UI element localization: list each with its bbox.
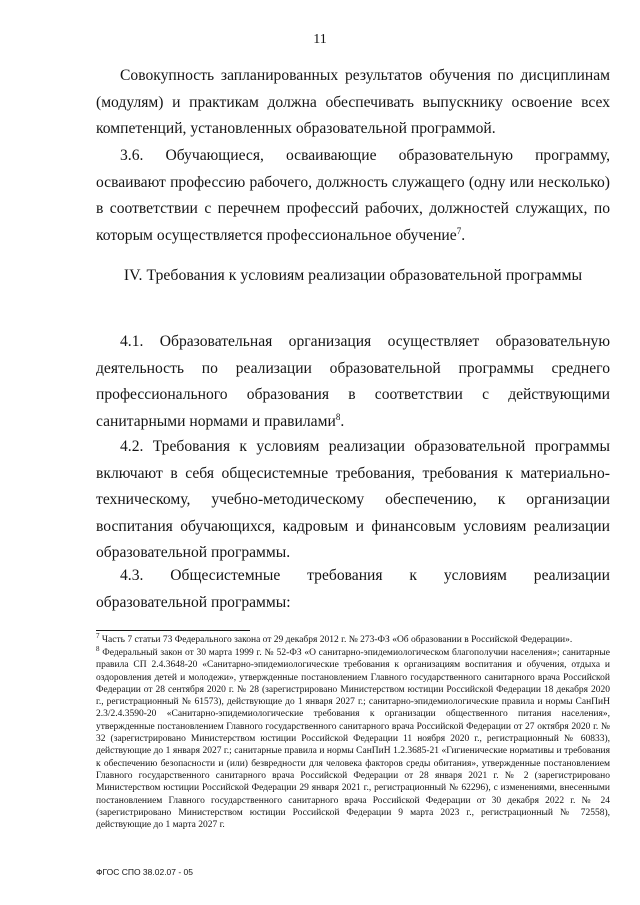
paragraph-4-1: [96, 329, 610, 435]
footnote-ref-8[interactable]: 8: [335, 411, 341, 422]
paragraph-3-6: [96, 143, 610, 249]
paragraph-competencies: [96, 63, 610, 143]
paragraph-text: Совокупность запланированных результатов обучения по дисциплинам (модулям) и практикам должна обеспечивать выпускнику освоение всех компетенций, установленных образовательной программой.: [96, 67, 610, 138]
page-number: 11: [313, 32, 327, 47]
footnote-ref-7[interactable]: 7: [456, 225, 462, 236]
paragraph-end: .: [461, 226, 466, 244]
footnote-8: [96, 644, 611, 831]
footnote-7: [96, 631, 610, 646]
paragraph-end: .: [340, 412, 345, 430]
paragraph-text: 4.2. Требования к условиям реализации образовательной программы включают в себя общесистемные требования, требования к материально-техническому, учебно-методическому обеспечению, к организации воспитания обучающихся, кадровым и финансовым условиям реализации образовательной программы.: [96, 438, 610, 562]
document-code: ФГОС СПО 38.02.07 - 05: [96, 867, 194, 877]
paragraph-text: 4.3. Общесистемные требования к условиям реализации образовательной программы:: [96, 567, 610, 611]
footnote-number: 7: [96, 631, 100, 640]
paragraph-text: 3.6. Обучающиеся, осваивающие образовательную программу, осваивают профессию рабочего, должность служащего (одну или несколько) в соответствии с перечнем профессий рабочих, должностей служащих, по которым осуществляется профессиональное обучение: [96, 147, 610, 244]
footnote-number: 8: [96, 644, 100, 653]
footnote-text: Часть 7 статьи 73 Федерального закона от 29 декабря 2012 г. № 273-ФЗ «Об образовании в Российской Федерации».: [101, 635, 573, 645]
section-heading: IV. Требования к условиям реализации образовательной программы: [123, 267, 583, 284]
paragraph-4-2: [96, 434, 610, 567]
footnote-divider: [96, 630, 250, 631]
paragraph-4-3: [96, 563, 610, 616]
footnote-text: Федеральный закон от 30 марта 1999 г. № 52-ФЗ «О санитарно-эпидемиологическом благополучии населения»; санитарные правила СП 2.4.3648-20 «Санитарно-эпидемиологические требования к организациям воспитания и обучения, отдыха и оздоровления детей и молодежи», утвержденные постановлением Главного государственного санитарного врача Российской Федерации от 28 сентября 2020 г. № 28 (зарегистрировано Министерством юстиции Российской Федерации 18 декабря 2020 г., регистрационный № 61573), действующие до 1 января 2027 г.; санитарно-эпидемиологические правила и нормы СанПиН 2.3/2.4.3590-20 «Санитарно-эпидемиологические требования к организации общественного питания населения», утвержденные постановлением Главного государственного санитарного врача Российской Федерации от 27 октября 2020 г. № 32 (зарегистрировано Министерством юстиции Российской Федерации 11 ноября 2020 г., регистрационный № 60833), действующие до 1 января 2027 г.; санитарные правила и нормы СанПиН 1.2.3685-21 «Гигиенические нормативы и требования к обеспечению безопасности и (или) безвредности для человека факторов среды обитания», утвержденные постановлением Главного государственного санитарного врача Российской Федерации от 28 января 2021 г. № 2 (зарегистрировано Министерством юстиции Российской Федерации 29 января 2021 г., регистрационный № 62296), с изменениями, внесенными постановлением Главного государственного санитарного врача Российской Федерации от 30 декабря 2022 г. № 24 (зарегистрировано Министерством юстиции Российской Федерации 9 марта 2023 г., регистрационный № 72558), действующие до 1 марта 2027 г.: [96, 648, 611, 831]
paragraph-text: 4.1. Образовательная организация осуществляет образовательную деятельность по реализации образовательной программы среднего профессионального образования в соответствии с действующими санитарными нормами и правилами: [96, 333, 610, 430]
